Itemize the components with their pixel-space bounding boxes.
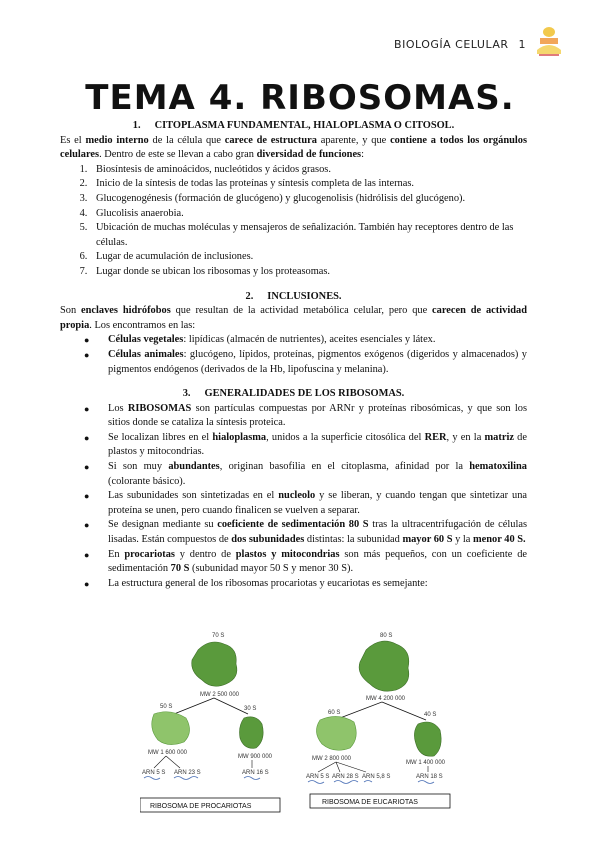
list-item: 2. Inicio de la síntesis de todas las proteínas y síntesis completa de las internas.: [90, 177, 527, 192]
paragraph-inclusiones: Son enclaves hidrófobos que resultan de la actividad metabólica celular, pero que carecen de actividad propia. Los encontramos en las:: [60, 305, 527, 331]
list-item: 4. Glucolisis anaerobia.: [90, 207, 527, 222]
label-mw-80s: MW 4 200 000: [366, 696, 406, 702]
label-rna-23s: ARN 23 S: [174, 770, 201, 776]
section-heading-2: 2. INCLUSIONES.: [245, 290, 342, 302]
label-80s: 80 S: [380, 633, 393, 639]
cartoon-logo-icon: [534, 24, 564, 58]
list-item: ● Los RIBOSOMAS son partículas compuestas por ARNr y proteínas ribosómicas, y que son los sitios donde se cataliza la síntesis proteica.: [90, 402, 527, 431]
section-heading-1: 1. CITOPLASMA FUNDAMENTAL, HIALOPLASMA O CITOSOL.: [132, 120, 455, 131]
functions-list: [60, 163, 527, 280]
label-mw-70s: MW 2 500 000: [200, 692, 240, 698]
label-rna-16s: ARN 16 S: [242, 770, 269, 776]
document-body: [60, 119, 527, 591]
label-mw-50s: MW 1 600 000: [148, 750, 188, 756]
header-subject: BIOLOGÍA CELULAR: [394, 38, 509, 51]
list-item: 3. Glucogenogénesis (formación de glucógeno) y glucogenolisis (hidrólisis del glucógeno).: [90, 192, 527, 207]
subunit-40s-blob: [414, 722, 441, 756]
label-rna-18s: ARN 18 S: [416, 774, 443, 780]
section-heading-3: 3. GENERALIDADES DE LOS RIBOSOMAS.: [182, 388, 405, 400]
list-item: 7. Lugar donde se ubican los ribosomas y los proteasomas.: [90, 265, 527, 280]
subunit-60s-blob: [316, 716, 356, 750]
list-item: ● Células animales: glucógeno, lípidos, proteínas, pigmentos exógenos (digeridos y almacenados) y pigmentos endógenos (derivados de la Hb, lipofuscina y melanina).: [90, 348, 527, 377]
caption-prokaryote: RIBOSOMA DE PROCARIOTAS: [150, 803, 252, 810]
inclusions-list: [60, 333, 527, 377]
label-40s: 40 S: [424, 712, 437, 718]
label-mw-40s: MW 1 400 000: [406, 760, 446, 766]
list-item: ● Células vegetales: lipídicas (almacén de nutrientes), aceites esenciales y látex.: [90, 333, 527, 348]
label-60s: 60 S: [328, 710, 341, 716]
label-rna-5s-left: ARN 5 S: [142, 770, 166, 776]
caption-eukaryote: RIBOSOMA DE EUCARIOTAS: [322, 799, 418, 806]
page-title: TEMA 4. RIBOSOMAS.: [85, 78, 515, 118]
ribosome-list: [60, 402, 527, 592]
label-mw-30s: MW 900 000: [238, 754, 273, 760]
list-item: ● Se designan mediante su coeficiente de sedimentación 80 S tras la ultracentrifugación de células lisadas. Están compuestos de dos subunidades distintas: la subunidad mayor 60 S y la menor 40 S.: [90, 518, 527, 547]
subunit-50s-blob: [152, 712, 190, 745]
list-item: 6. Lugar de acumulación de inclusiones.: [90, 250, 527, 265]
page-header: [388, 38, 526, 51]
ribosome-diagram: [140, 628, 470, 818]
list-item: ● La estructura general de los ribosomas procariotas y eucariotas es semejante:: [90, 577, 527, 592]
label-rna-5s-right: ARN 5 S: [306, 774, 330, 780]
label-50s: 50 S: [160, 704, 173, 710]
label-mw-60s: MW 2 800 000: [312, 756, 352, 762]
list-item: ● Se localizan libres en el hialoplasma, unidos a la superficie citosólica del RER, y en la matriz de plastos y mitocondrias.: [90, 431, 527, 460]
label-30s: 30 S: [244, 706, 257, 712]
list-item: ● En procariotas y dentro de plastos y mitocondrias son más pequeños, con un coeficiente de sedimentación 70 S (subunidad mayor 50 S y menor 30 S).: [90, 548, 527, 577]
page-number: 1: [518, 38, 526, 51]
ribosome-80s-blob: [359, 641, 409, 691]
subunit-30s-blob: [240, 717, 264, 748]
paragraph-citoplasma: Es el medio interno de la célula que carece de estructura aparente, y que contiene a todos los orgánulos celulares. Dentro de este se llevan a cabo gran diversidad de funciones:: [60, 134, 528, 161]
list-item: ● Las subunidades son sintetizadas en el nucleolo y se liberan, y cuando tengan que sintetizar una proteína se unen, pero cuando finalicen se vuelven a separar.: [90, 489, 527, 518]
list-item: ● Si son muy abundantes, originan basofilia en el citoplasma, afinidad por la hematoxilina (colorante básico).: [90, 460, 527, 489]
list-item: 1. Biosíntesis de aminoácidos, nucleótidos y ácidos grasos.: [90, 163, 527, 178]
list-item: 5. Ubicación de muchas moléculas y mensajeros de señalización. También hay receptores dentro de las células.: [90, 221, 527, 250]
label-rna-28s: ARN 28 S: [332, 774, 359, 780]
ribosome-70s-blob: [192, 642, 237, 686]
label-70s: 70 S: [212, 633, 225, 639]
label-rna-58s: ARN 5,8 S: [362, 774, 391, 780]
